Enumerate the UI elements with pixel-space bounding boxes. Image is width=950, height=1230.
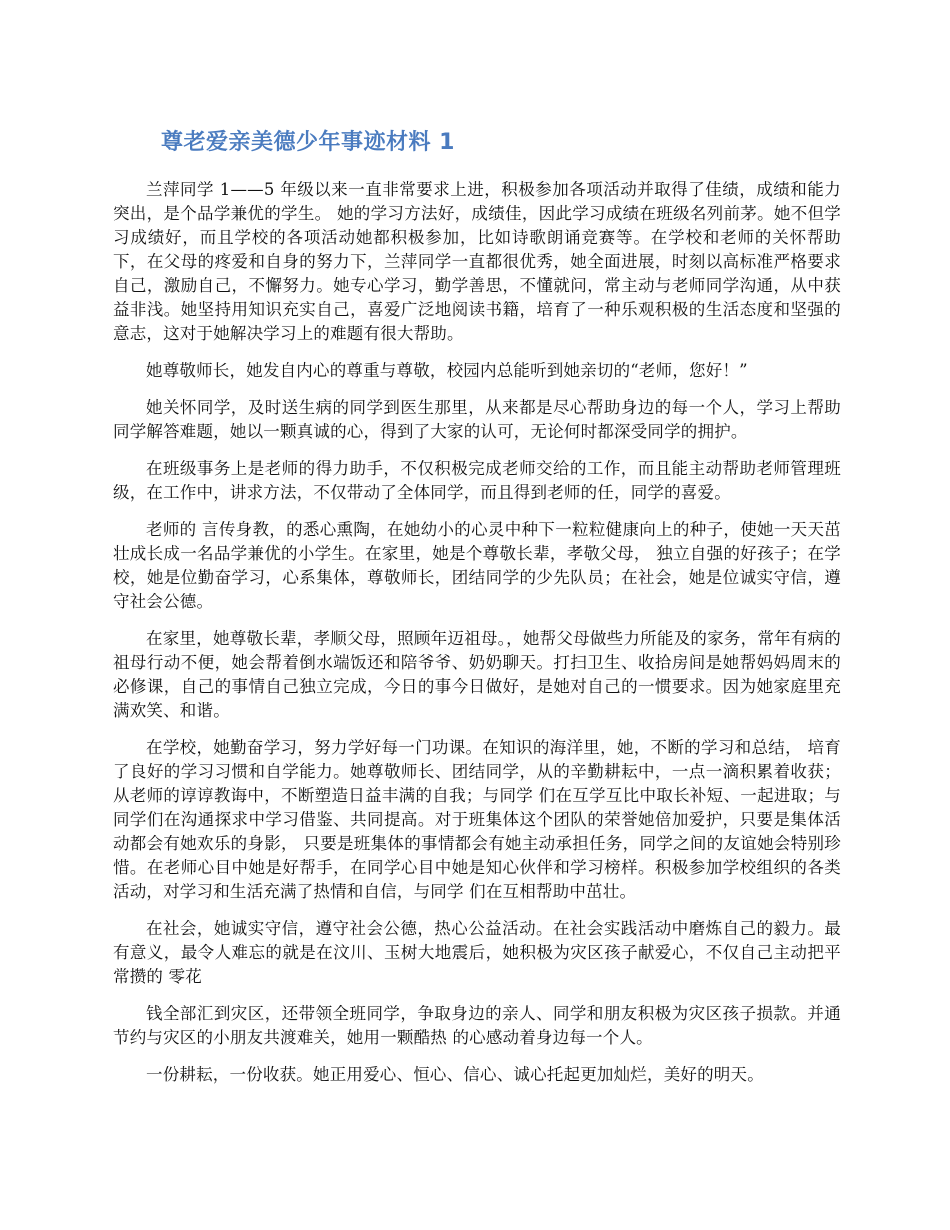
paragraph: 老师的 言传身教，的悉心熏陶，在她幼小的心灵中种下一粒粒健康向上的种子，使她一天天茁壮成长成一名品学兼优的小学生。在家里，她是个尊敬长辈，孝敬父母， 独立自强的好孩子；在学校，她是位勤奋学习，心系集体，尊敬师长，团结同学的少先队员；在社会，她是位诚实守信，遵守社会公德。 <box>113 520 841 611</box>
paragraph: 在家里，她尊敬长辈，孝顺父母，照顾年迈祖母。，她帮父母做些力所能及的家务，常年有病的祖母行动不便，她会帮着倒水端饭还和陪爷爷、奶奶聊天。打扫卫生、收拾房间是她帮妈妈周末的必修课，自己的事情自己独立完成，今日的事今日做好，是她对自己的一惯要求。因为她家庭里充满欢笑、和谐。 <box>113 629 841 720</box>
paragraph: 在学校，她勤奋学习，努力学好每一门功课。在知识的海洋里，她，不断的学习和总结， 培育了良好的学习习惯和自学能力。她尊敬师长、团结同学，从的辛勤耕耘中，一点一滴积累着收获；从老师的谆谆教诲中，不断塑造日益丰满的自我；与同学 们在互学互比中取长补短、一起进取；与同学们在沟通探求中学习借鉴、共同提高。对于班集体这个团队的荣誉她倍加爱护，只要是集体活动都会有她欢乐的身影， 只要是班集体的事情都会有她主动承担任务，同学之间的友谊她会特别珍惜。在老师心目中她是好帮手，在同学心目中她是知心伙伴和学习榜样。积极参加学校组织的各类活动，对学习和生活充满了热情和自信，与同学 们在互相帮助中茁壮。 <box>113 738 841 901</box>
document-page <box>113 128 841 1100</box>
paragraph: 她关怀同学，及时送生病的同学到医生那里，从来都是尽心帮助身边的每一个人，学习上帮助同学解答难题，她以一颗真诚的心，得到了大家的认可，无论何时都深受同学的拥护。 <box>113 398 841 441</box>
paragraph: 在社会，她诚实守信，遵守社会公德，热心公益活动。在社会实践活动中磨炼自己的毅力。最有意义，最令人难忘的就是在汶川、玉树大地震后，她积极为灾区孩子献爱心，不仅自己主动把平常攒的 零花 <box>113 919 841 986</box>
paragraph: 兰萍同学 1——5 年级以来一直非常要求上进，积极参加各项活动并取得了佳绩，成绩和能力突出，是个品学兼优的学生。 她的学习方法好，成绩佳，因此学习成绩在班级名列前茅。她不但学习成绩好，而且学校的各项活动她都积极参加，比如诗歌朗诵竞赛等。在学校和老师的关怀帮助下，在父母的疼爱和自身的努力下，兰萍同学一直都很优秀，她全面进展，时刻以高标准严格要求自己，激励自己，不懈努力。她专心学习，勤学善思，不懂就问，常主动与老师同学沟通，从中获益非浅。她坚持用知识充实自己，喜爱广泛地阅读书籍，培育了一种乐观积极的生活态度和坚强的意志，这对于她解决学习上的难题有很大帮助。 <box>113 180 841 343</box>
paragraph: 在班级事务上是老师的得力助手，不仅积极完成老师交给的工作，而且能主动帮助老师管理班级，在工作中，讲求方法，不仅带动了全体同学，而且得到老师的任，同学的喜爱。 <box>113 459 841 502</box>
document-title: 尊老爱亲美德少年事迹材料 1 <box>161 130 455 155</box>
paragraph: 钱全部汇到灾区，还带领全班同学，争取身边的亲人、同学和朋友积极为灾区孩子损款。并通节约与灾区的小朋友共渡难关，她用一颗酷热 的心感动着身边每一个人。 <box>113 1004 841 1047</box>
paragraph: 一份耕耘，一份收获。她正用爱心、恒心、信心、诚心托起更加灿烂，美好的明天。 <box>146 1065 764 1084</box>
paragraph: 她尊敬师长，她发自内心的尊重与尊敬，校园内总能听到她亲切的“老师，您好！” <box>146 361 748 380</box>
